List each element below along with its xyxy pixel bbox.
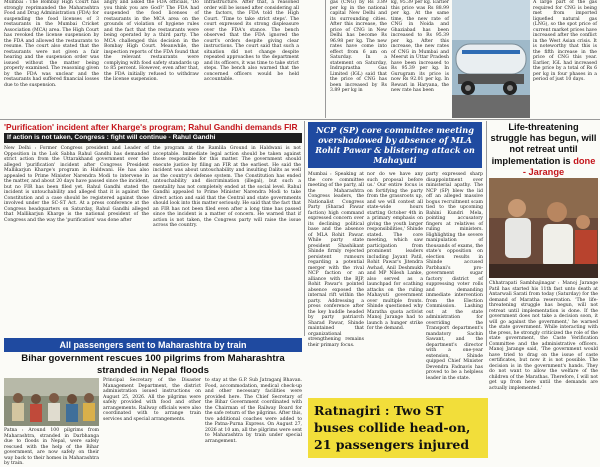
purification-subhead: If action is not taken, Congress : fight will continue - Rahul Gandhi (4, 133, 302, 143)
column-divider (325, 0, 326, 118)
ratnagiri-headline: Ratnagiri : Two ST buses collide head-on, 21 passengers injured (308, 398, 488, 458)
bihar-col-1: Patna : Around 100 pilgrims from Maharashtra, stranded in Darbhanga due to floods in Nepal, were safely rescued with the help of the Bihar government, are now safely on their way back to their homes in Maharashtra by train. (4, 428, 99, 466)
column-divider (304, 121, 305, 336)
top-article-col-5: kg, 95.39 per kg. Earlier this price was Rs 88.99 per kg. At the same time, the new rate of CNG in Noida and Ghaziabad has been increased to Rs 95.39 per kg. After this increase, the new rates of CNG in Mumbai and Meerut in Uttar Pradesh have been increased to Rs 95.39 per kg. In Gurugram its price is now Rs 92.01 per kg. In Rewari in Haryana, the new rate has been (391, 0, 449, 93)
section-divider (0, 119, 600, 120)
ncp-headline: NCP (SP) core committee meeting overshadowed by absence of MLA Rohit Pawar & blistering attack on Mahayuti (308, 122, 482, 168)
purification-headline: 'Purification' incident after Kharge's program; Rahul Gandhi demands FIR (4, 122, 298, 132)
top-article-col-6: A large part of the gas required for CNG is being met from imported liquefied natural gas (LNG), so the spot price of current market prices have increased after the conflict in the West Asian crisis. It is noteworthy that this is the fifth increase in the price of CNG this year. Earlier, IGL had increased the price by a total of Rs 6 per kg in four phases in a period of just 10 days. (533, 0, 597, 82)
bihar-col-2: Principal Secretary of the Disaster Management Department, the district administration issued instructions on August 25, 2026. All the pilgrims were safely provided with food and other arrangements. Railway officials were also coordinated with to arrange train services and special arrangements. (103, 378, 201, 422)
bihar-col-3: to stay at the G.P. Sub Jatraganj Bhavan. Food, accommodation, medical check-up and other necessary facilities were provided here. The Chief Secretary of the Bihar Government coordinated with the Chairman of the Railway Board for the safe return of the pilgrims. After this, two additional coaches were added to the Patna-Purna Express. On August 27, 2026 at 10 am, all the pilgrims were sent to Maharashtra by train under special arrangement. (205, 378, 302, 444)
jarange-body: Chhatrapati Sambhajinagar : Manoj Jarange Patil has started his 11th fast unto death at Antarwali Sarati from today (Saturday) for the demand of Maratha reservation. 'The life-threatening struggle has begun, will not retreat until implementation is done. If the government does not take a decision soon, it will go against the government,' he warned the state government. While interacting with the press, he strongly criticized the role of the state government, the Caste Verification Committee and the administrative officers. Manoj Jarange said, 'The government would have tried to drag on the issue of caste certificates, but now it is not possible. The decision is in the government's hands. They do not want to allow the welfare of the children of the Marathas. Therefore, I will not get up from here until the demands are actually implemented.' (489, 281, 598, 391)
jarange-photo (489, 178, 598, 278)
top-article-col-2: angry and asked the FDA officials, 'Do you think you are God?' The FDA had suspended the food licenses of restaurants in the MCA area on the grounds of violation of hygiene rules and the fact that the restaurants were being operated by a third party. The MCA challenged this decision in the Bombay High Court. Meanwhile, the inspection reports of the FDA found that the relevant restaurants were complying with food safety standards up to 85 percent. However, even after that, the FDA initially refused to withdraw the license suspension. (104, 0, 199, 82)
train-banner: All passengers sent to Maharashtra by train (4, 338, 302, 352)
purification-col-2: the program at the Ramlila Ground in Haldwani is not acceptable. Immediate legal action should be taken against those responsible for this matter. The government should execute justice by filing an FIR at the earliest. He said the incident was about untouchability and insulting Dalits as well as the country's defense system. The Constitution has ended untouchability and discrimination (illegal), but such a mentality has not completely ended at the social level. Rahul Gandhi appealed to Prime Minister Narendra Modi to take direct action and said that the Central and state governments should look into this matter seriously. He said that the fact that an FIR has not been filed even after a long time has passed since the incident is a matter of concern. He warned that if action is not taken, the Congress party will raise the issue across the country. (153, 146, 301, 228)
purification-col-1: New Delhi : Former Congress president and Leader of Opposition in the Lok Sabha Rahul Gandhi has demanded strict action from the Uttarakhand government over the alleged 'purification' incident after Congress President Mallikarjun Kharge's program in Haldwani. He has also appealed to Prime Minister Narendra Modi to intervene in the matter, and about 20 days have passed since the incident, but no FIR has been filed yet. Rahul Gandhi stated the incident is untouchability and alleged that it is against the Constitution and a case should be registered against those involved under the SC-ST Act. At a press conference at the Congress headquarters on Saturday, Rahul Gandhi alleged that Mallikarjun Kharge is the national president of the Congress and the way the 'purification' was done after (4, 146, 149, 223)
top-article-col-4: gas (CNG) by Rs 3.89 per kg in the national capital New Delhi and its surrounding cities. After this increase, the price of CNG in New Delhi has become Rs 96.98 per kg. The new rates have come into effect from 6 am on Saturday. In a statement on Saturday, Indraprastha Gas Limited (IGL) said that the price of CNG has been increased by Rs 3.89 per kg in (330, 0, 387, 93)
jarange-headline: Life-threatening struggle has begun, will not retreat until implementation is done - Jarange (490, 122, 597, 177)
lng-tanker-photo (452, 0, 530, 118)
bihar-headline: Bihar government rescues 100 pilgrims from Maharashtra stranded in Nepal floods (21, 353, 285, 376)
ncp-col-3: party expressed sharp disappointment over ministerial apathy. The NCP (SP) blew the lid off an alleged massive bogus recruitment scam tied to the upcoming Bahini Kundri Mela, pointing accusatory fingers at relatives of ruling ministers. Highlighting the severe manipulation of thousands of exams, the state's opposition on election results in Shinde accused Parbhani's pro-government sugar factory district of suppressing voter rolls and demanding immediate intervention from the Election Commission. Lashing out at the state administration for overriding the Transport department's mandatory Sachin Sawant, and the department's director with a one-year extension, Shinde quipped Chief Minister Devendra Fadnavis has proved to be a helpless leader in the state. (426, 172, 483, 381)
ncp-col-1: Mumbai : Speaking at the core committee meeting of the party, all the Maharashtra Congress leaders, the Nationalist Congress Party (Sharad Pawar faction) high command expressed concern over its declining political base and the absence of MLA Rohit Pawar. While party state president Shashikant Shinde firmly rejected persistent rumours regarding a potential merger with the rival NCP faction or an alliance with the BJP, Rohit Pawar's pointed absence exposed the internal rift within the party. Addressing a press conference after the key huddle headed by party patriarch Sharad Pawar, Shinde maintained that organizational strengthening remains their primary focus. (308, 172, 364, 348)
pilgrims-photo (4, 378, 99, 426)
top-article-col-1: Mumbai : The Bombay High Court has strongly reprimanded the Maharashtra Food and Drug Administration (FDA) for suspending the food licenses of 3 restaurants in the Mumbai Cricket Association (MCA) area. The High Court has revoked the license suspension by the FDA and allowed the restaurants to resume. The court also stated that the restaurants were not given a fair hearing and the suspension order was issued without the matter being properly examined. The reasoning given by the FDA was unclear and the restaurants had suffered financial losses due to the suspension. (4, 0, 99, 88)
top-article-col-3: Infrastructure. After that, a reasoned order will be issued after considering all the factors, the FDA told the High Court. 'Time to take strict steps'. The court expressed its strong displeasure over the FDA's stance. The bench observed that the FDA ignored the court's orders despite giving clear instructions. The court said that such a situation did not change despite repeated approaches to the department and its officers, it was time to take strict steps. The bench also warned that the concerned officers would be held accountable. (204, 0, 299, 82)
column-divider (486, 121, 487, 346)
ncp-col-2: nor do we have any such proposal before us.' Our entire focus is on fortifying the party from the grassroots up, and we will contest all state-wide hours starting October 4th in a primary emphasis on giving the youth larger responsibilities,' Shinde stated. The core meeting, which saw participation from prominent leaders including Jayant Patil, Rohit Pawar's Jitendra Awhad, Anil Deshmukh and MP Nilesh Lanke, also served as a launchpad for scathing attacks on the ruling Mahayuti government over multiple fronts. Shinde questioned why Maratha quota activist Manoj Jarange had to launch a hunger strike for the demand. (367, 172, 423, 331)
